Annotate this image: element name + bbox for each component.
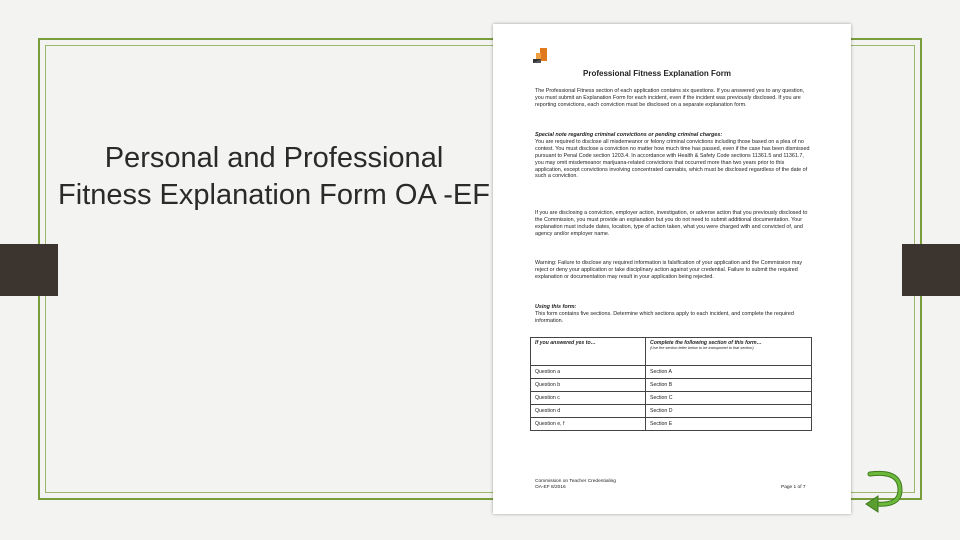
table-cell-section-link[interactable]: Section E [646, 418, 812, 431]
using-heading: Using this form: [535, 304, 577, 310]
table-cell-question: Question c [531, 392, 646, 405]
table-cell-section-link[interactable]: Section D [646, 405, 812, 418]
table-row [531, 366, 812, 379]
using-body: This form contains five sections. Determine which sections apply to each incident, and complete the required information. [535, 310, 794, 324]
table-header-col2-title: Complete the following section of this form… [650, 340, 762, 346]
special-note-body: You are required to disclose all misdemeanor or felony criminal convictions including those based on a plea of no contest. You must disclose a conviction no matter how much time has passed, even if the case has been dismissed pursuant to Penal Code section 1203.4. In accordance with Health & Safety Code sections 11361.5 and 11361.7, you may omit misdemeanor marijuana-related convictions that occurred more than two years prior to this application, except convictions involving concentrated cannabis, which must be disclosed regardless of the date of such a conviction. [535, 138, 810, 180]
left-side-tab [0, 244, 58, 296]
document-page [493, 24, 851, 514]
intro-paragraph: The Professional Fitness section of each application contains six questions. If you answered yes to any question, you must submit an Explanation Form for each incident, even if the incident was previously disclosed. If you are reporting convictions, each conviction must be disclosed on a separate explanation form. [535, 88, 805, 108]
table-cell-section-link[interactable]: Section B [646, 379, 812, 392]
table-cell-section-link[interactable]: Section C [646, 392, 812, 405]
slide-title: Personal and Professional Fitness Explanation Form OA -EF [58, 142, 490, 211]
table-cell-question: Question d [531, 405, 646, 418]
table-row [531, 392, 812, 405]
ctc-logo-icon [531, 46, 551, 66]
table-row [531, 379, 812, 392]
table-header-col2-sub: (Use the section letter below to be transported to that section) [650, 346, 754, 350]
table-cell-question: Question a [531, 366, 646, 379]
table-cell-section-link[interactable]: Section A [646, 366, 812, 379]
footer-page-number: Page 1 of 7 [781, 485, 806, 490]
right-side-tab [902, 244, 960, 296]
table-cell-question: Question b [531, 379, 646, 392]
back-arrow-icon[interactable] [860, 468, 906, 514]
special-note [535, 132, 810, 180]
special-note-heading: Special note regarding criminal convictions or pending criminal charges: [535, 132, 723, 138]
footer-form-id: OA-EF 8/2016 [535, 485, 566, 490]
form-title: Professional Fitness Explanation Form [583, 69, 732, 78]
table-cell-question: Question e, f [531, 418, 646, 431]
disclosing-paragraph: If you are disclosing a conviction, employer action, investigation, or adverse action that you previously disclosed to the Commission, you must provide an explanation but you do not need to submit additional documentation. Your explanation must include dates, location, type of action taken, what you were charged with and convicted of, and agency and/or employer name. [535, 210, 808, 237]
footer-agency: Commission on Teacher Credentialing [535, 479, 616, 484]
table-header-col1: If you answered yes to… [531, 338, 646, 366]
table-header-col2 [646, 338, 812, 366]
table-header-row [531, 338, 812, 366]
footer-left [535, 479, 616, 491]
warning-paragraph: Warning: Failure to disclose any required information is falsification of your application and the Commission may reject or deny your application or take disciplinary action against your credential. Failure to submit the required explanation or documentation may result in your application being rejected. [535, 260, 803, 280]
section-table [530, 337, 812, 431]
table-row [531, 405, 812, 418]
using-section [535, 304, 810, 325]
table-row [531, 418, 812, 431]
